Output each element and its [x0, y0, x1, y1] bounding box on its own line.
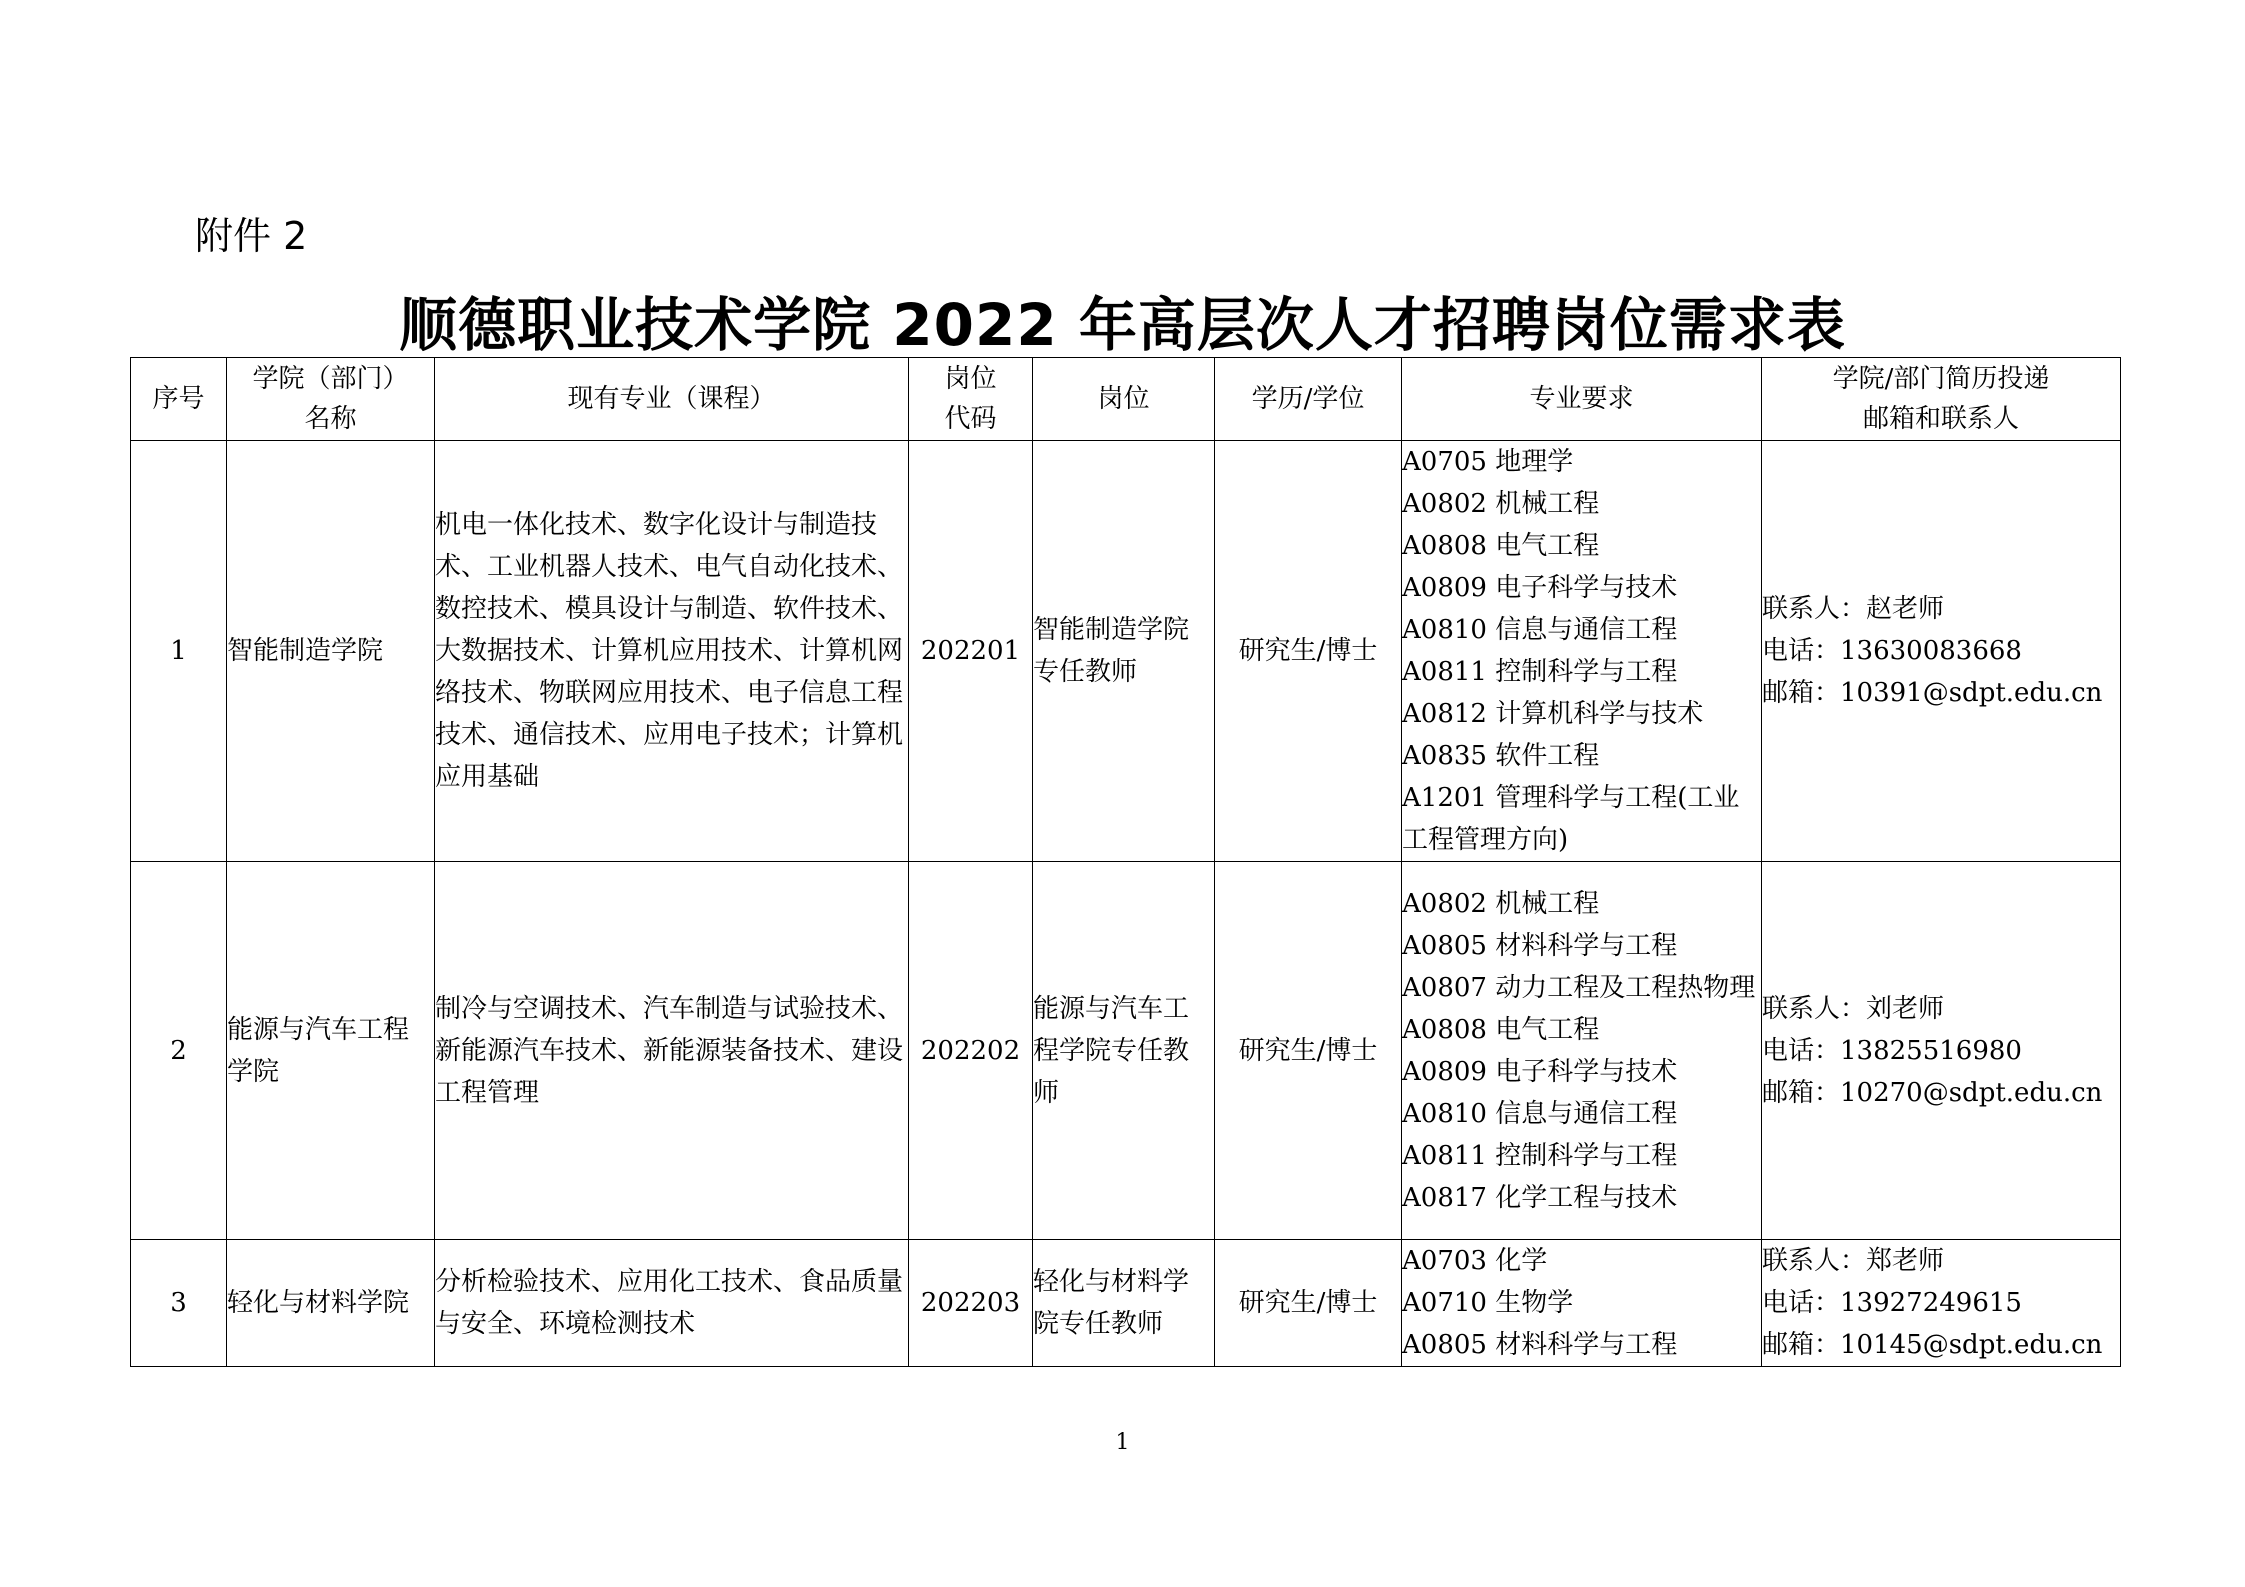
row-requirements — [1402, 441, 1762, 862]
contact-email[interactable]: 邮箱：10270@sdpt.edu.cn — [1762, 1077, 2103, 1108]
row-degree: 研究生/博士 — [1215, 1240, 1402, 1367]
row-seq: 3 — [131, 1240, 227, 1367]
requirement-item: A0802 机械工程 — [1402, 888, 1600, 919]
table-row — [131, 1240, 2121, 1367]
row-code: 202202 — [909, 862, 1033, 1240]
row-position: 轻化与材料学院专任教师 — [1033, 1240, 1215, 1367]
row-seq: 2 — [131, 862, 227, 1240]
requirement-item: A1201 管理科学与工程(工业工程管理方向) — [1402, 783, 1740, 855]
requirement-item: A0810 信息与通信工程 — [1402, 1098, 1678, 1129]
row-position: 智能制造学院专任教师 — [1033, 441, 1215, 862]
requirement-item: A0835 软件工程 — [1402, 741, 1600, 771]
requirement-item: A0807 动力工程及工程热物理 — [1402, 972, 1756, 1003]
row-majors: 制冷与空调技术、汽车制造与试验技术、新能源汽车技术、新能源装备技术、建设工程管理 — [435, 862, 909, 1240]
row-contact — [1762, 1240, 2121, 1367]
requirement-item: A0809 电子科学与技术 — [1402, 573, 1678, 603]
requirement-item: A0817 化学工程与技术 — [1402, 1182, 1678, 1213]
row-college: 智能制造学院 — [227, 441, 435, 862]
row-requirements — [1402, 862, 1762, 1240]
row-code: 202201 — [909, 441, 1033, 862]
requirement-item: A0705 地理学 — [1402, 447, 1574, 477]
contact-email[interactable]: 邮箱：10145@sdpt.edu.cn — [1762, 1330, 2103, 1360]
table-header-row — [131, 358, 2121, 441]
contact-phone: 电话：13825516980 — [1762, 1035, 2022, 1066]
row-degree: 研究生/博士 — [1215, 862, 1402, 1240]
recruitment-table — [130, 357, 2121, 1367]
attachment-label: 附件 2 — [195, 214, 308, 258]
header-degree: 学历/学位 — [1215, 358, 1402, 441]
contact-phone: 电话：13927249615 — [1762, 1288, 2022, 1318]
requirement-item: A0805 材料科学与工程 — [1402, 930, 1678, 961]
row-code: 202203 — [909, 1240, 1033, 1367]
row-position: 能源与汽车工程学院专任教师 — [1033, 862, 1215, 1240]
header-position: 岗位 — [1033, 358, 1215, 441]
table-row — [131, 441, 2121, 862]
row-college: 轻化与材料学院 — [227, 1240, 435, 1367]
requirement-item: A0808 电气工程 — [1402, 531, 1600, 561]
header-college: 学院（部门） 名称 — [227, 358, 435, 441]
row-contact — [1762, 441, 2121, 862]
requirement-item: A0810 信息与通信工程 — [1402, 615, 1678, 645]
row-contact — [1762, 862, 2121, 1240]
document-title: 顺德职业技术学院 2022 年高层次人才招聘岗位需求表 — [399, 291, 1846, 359]
requirement-item: A0812 计算机科学与技术 — [1402, 699, 1704, 729]
requirement-item: A0811 控制科学与工程 — [1402, 657, 1678, 687]
row-degree: 研究生/博士 — [1215, 441, 1402, 862]
requirement-item: A0808 电气工程 — [1402, 1014, 1600, 1045]
header-requirements: 专业要求 — [1402, 358, 1762, 441]
header-code: 岗位 代码 — [909, 358, 1033, 441]
contact-person: 联系人：刘老师 — [1762, 993, 1945, 1024]
row-college: 能源与汽车工程学院 — [227, 862, 435, 1240]
contact-phone: 电话：13630083668 — [1762, 636, 2022, 666]
row-seq: 1 — [131, 441, 227, 862]
header-contact: 学院/部门简历投递 邮箱和联系人 — [1762, 358, 2121, 441]
row-requirements — [1402, 1240, 1762, 1367]
requirement-item: A0703 化学 — [1402, 1246, 1548, 1276]
table-row — [131, 862, 2121, 1240]
row-majors: 分析检验技术、应用化工技术、食品质量与安全、环境检测技术 — [435, 1240, 909, 1367]
header-majors: 现有专业（课程） — [435, 358, 909, 441]
contact-person: 联系人：赵老师 — [1762, 594, 1945, 624]
row-majors: 机电一体化技术、数字化设计与制造技术、工业机器人技术、电气自动化技术、数控技术、模具设计与制造、软件技术、大数据技术、计算机应用技术、计算机网络技术、物联网应用技术、电子信息工程技术、通信技术、应用电子技术；计算机应用基础 — [435, 441, 909, 862]
requirement-item: A0802 机械工程 — [1402, 489, 1600, 519]
contact-person: 联系人：郑老师 — [1762, 1246, 1945, 1276]
requirement-item: A0811 控制科学与工程 — [1402, 1140, 1678, 1171]
header-seq: 序号 — [131, 358, 227, 441]
contact-email[interactable]: 邮箱：10391@sdpt.edu.cn — [1762, 678, 2103, 708]
page-number: 1 — [1115, 1430, 1130, 1455]
requirement-item: A0805 材料科学与工程 — [1402, 1330, 1678, 1360]
requirement-item: A0710 生物学 — [1402, 1288, 1574, 1318]
requirement-item: A0809 电子科学与技术 — [1402, 1056, 1678, 1087]
